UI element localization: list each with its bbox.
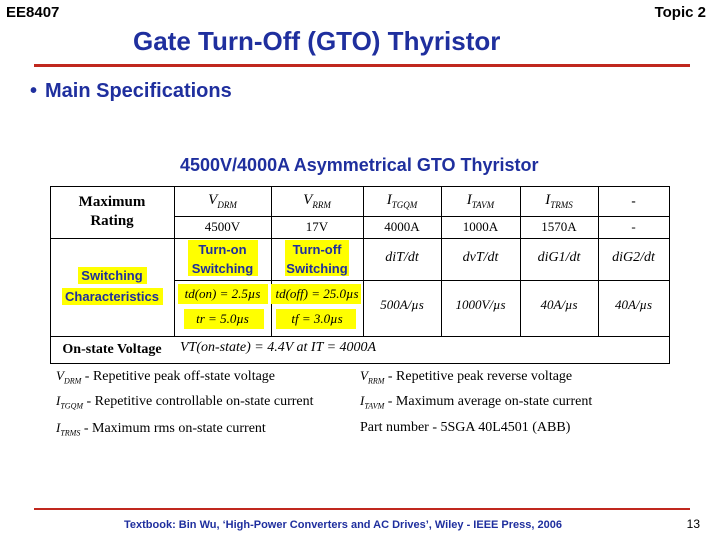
legend-text: - Repetitive controllable on-state current [86,394,314,409]
switching-label-1: Switching [81,268,143,283]
legend-text: - Maximum rms on-state current [83,421,266,436]
value-dvt-dt: 1000V/µs [455,297,506,312]
table-rule [669,186,670,364]
header-itavm [441,192,520,210]
footer-divider [34,508,690,510]
legend-itrms [56,420,266,438]
table-rule [174,216,670,217]
value-dig1-dt: 40A/µs [540,297,578,312]
symbol: I [466,192,472,208]
turn-on-delay: td(on) = 2.5µs [184,286,261,301]
legend-itavm [360,393,592,411]
header-dit-dt: diT/dt [385,250,419,265]
value-dig2-dt: 40A/µs [614,297,653,312]
rating-itavm: 1000A [462,219,499,234]
rating-itrms: 1570A [541,219,577,234]
on-state-value: VT(on-state) = 4.4V at IT = 4000A [180,340,377,355]
turn-off-label-1: Turn-off [292,242,342,257]
table-rule [50,186,51,364]
legend-vdrm [56,368,275,386]
page-number: 13 [686,517,700,531]
bullet-icon: • [30,80,38,102]
subscript: TAVM [471,200,495,210]
rating-vrrm: 17V [305,219,329,234]
max-rating-label-1: Maximum [78,194,146,210]
legend-vrrm [360,368,572,386]
header-itrms [520,192,598,210]
topic-label: Topic 2 [654,4,706,21]
header-vdrm [174,192,271,210]
fall-time: tf = 3.0µs [291,311,343,326]
turn-on-label-1: Turn-on [198,242,247,257]
bullet-text: Main Specifications [45,80,232,102]
rating-vdrm: 4500V [204,219,241,234]
legend-text: - Repetitive peak reverse voltage [387,369,573,384]
subscript: TRMS [550,200,573,210]
symbol-letter: V [56,368,64,383]
symbol-letter: V [360,368,368,383]
table-rule [50,336,670,337]
subscript: TAVM [364,401,385,411]
part-number: Part number - 5SGA 40L4501 (ABB) [360,420,571,435]
legend-text: - Repetitive peak off-state voltage [84,369,276,384]
header-dig2-dt: diG2/dt [612,250,655,265]
table-title: 4500V/4000A Asymmetrical GTO Thyristor [180,155,539,175]
rating-dash: - [631,219,636,234]
symbol [360,368,385,386]
rise-time: tr = 5.0µs [196,311,249,326]
symbol: I [545,192,551,208]
symbol: V [303,192,313,208]
value-dit-dt: 500A/µs [380,297,424,312]
switching-label-2: Characteristics [65,289,159,304]
max-rating-label-2: Rating [90,213,134,229]
symbol [56,393,84,411]
course-code: EE8407 [6,4,60,21]
rating-itgqm: 4000A [384,219,420,234]
table-rule [50,186,670,187]
turn-on-label-2: Switching [191,261,254,276]
legend-itgqm [56,393,314,411]
turn-off-delay: td(off) = 25.0µs [275,286,359,301]
turn-off-label-2: Switching [286,261,348,276]
bullet-main-specs [30,80,232,103]
title-divider [34,64,690,67]
subscript: DRM [217,200,237,210]
slide-title: Gate Turn-Off (GTO) Thyristor [133,26,501,56]
subscript: RRM [312,200,331,210]
subscript: TGQM [60,401,84,411]
header-vrrm [271,192,363,210]
symbol: I [386,192,392,208]
header-itgqm [363,192,441,210]
symbol [56,420,81,438]
footer-citation: Textbook: Bin Wu, ‘High-Power Converters and AC Drives’, Wiley - IEEE Press, 2006 [124,519,562,531]
symbol: V [208,192,218,208]
legend-text: - Maximum average on-state current [387,394,593,409]
subscript: TGQM [391,200,418,210]
symbol-letter: I [56,420,61,435]
header-dash: - [631,193,636,208]
subscript: TRMS [60,428,81,438]
symbol-letter: I [360,393,365,408]
subscript: DRM [63,376,82,386]
table-rule [50,363,670,364]
header-dig1-dt: diG1/dt [537,250,581,265]
table-rule [50,238,670,239]
symbol-letter: I [56,393,61,408]
symbol [360,393,385,411]
header-dvt-dt: dvT/dt [462,250,499,265]
symbol [56,368,82,386]
on-state-label: On-state Voltage [62,342,162,357]
subscript: RRM [367,376,385,386]
table-rule [174,280,670,281]
